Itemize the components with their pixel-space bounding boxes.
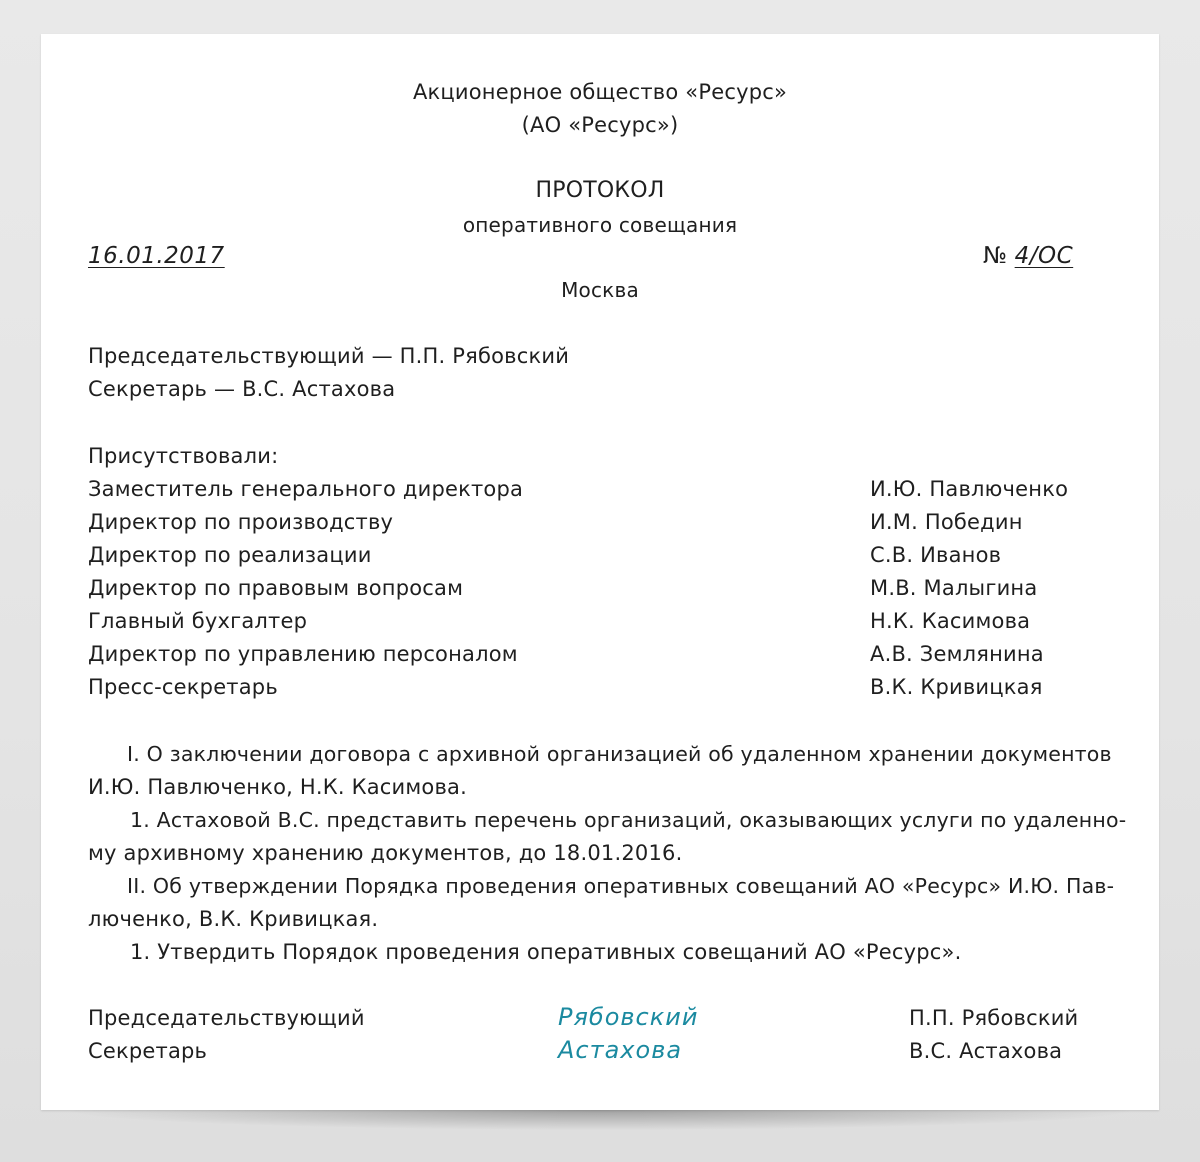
org-short-name: (АО «Ресурс») [521, 113, 679, 137]
agenda-item-1-heading: I. О заключении договора с архивной организацией об удаленном хранении документов [127, 742, 1112, 766]
document-city: Москва [561, 278, 639, 302]
signature-name: П.П. Рябовский [909, 1006, 1079, 1030]
agenda-item-1-speakers: И.Ю. Павлюченко, Н.К. Касимова. [88, 775, 467, 799]
attendee-name: С.В. Иванов [870, 543, 1002, 567]
document-page [41, 34, 1159, 1110]
attendee-name: В.К. Кривицкая [870, 675, 1043, 699]
signature-name: В.С. Астахова [909, 1039, 1063, 1063]
document-date: 16.01.2017 [88, 243, 225, 269]
attendee-name: А.В. Землянина [870, 642, 1044, 666]
org-full-name: Акционерное общество «Ресурс» [412, 80, 788, 104]
attendee-name: И.М. Победин [870, 510, 1023, 534]
secretary-line: Секретарь — В.С. Астахова [88, 377, 396, 401]
agenda-item-2-speakers: люченко, В.К. Кривицкая. [88, 907, 379, 931]
agenda-item-2-heading: II. Об утверждении Порядка проведения оперативных совещаний АО «Ресурс» И.Ю. Пав- [127, 874, 1115, 898]
attendee-position: Директор по реализации [88, 543, 372, 567]
attendee-name: Н.К. Касимова [870, 609, 1031, 633]
number-value: 4/ОС [1014, 243, 1074, 269]
attendee-name: М.В. Малыгина [870, 576, 1038, 600]
handwritten-signature: Астахова [558, 1036, 683, 1064]
chair-line: Председательствующий — П.П. Рябовский [88, 344, 570, 368]
attendee-position: Директор по производству [88, 510, 394, 534]
document-subtitle: оперативного совещания [462, 213, 738, 237]
number-prefix: № [983, 243, 1008, 269]
signature-role: Секретарь [88, 1039, 208, 1063]
attendee-position: Заместитель генерального директора [88, 477, 524, 501]
document-title: ПРОТОКОЛ [535, 178, 665, 203]
attendees-heading: Присутствовали: [88, 444, 279, 468]
document-number [983, 242, 1073, 270]
signature-role: Председательствующий [88, 1006, 365, 1030]
attendee-position: Пресс-секретарь [88, 675, 278, 699]
agenda-item-1-decision-cont: му архивному хранению документов, до 18.01.2016. [88, 841, 683, 865]
agenda-item-1-decision: 1. Астаховой В.С. представить перечень организаций, оказывающих услуги по удаленно- [130, 808, 1127, 832]
attendee-name: И.Ю. Павлюченко [870, 477, 1069, 501]
attendee-position: Главный бухгалтер [88, 609, 308, 633]
attendee-position: Директор по управлению персоналом [88, 642, 518, 666]
handwritten-signature: Рябовский [558, 1003, 699, 1031]
agenda-item-2-decision: 1. Утвердить Порядок проведения оперативных совещаний АО «Ресурс». [130, 940, 962, 964]
attendee-position: Директор по правовым вопросам [88, 576, 464, 600]
